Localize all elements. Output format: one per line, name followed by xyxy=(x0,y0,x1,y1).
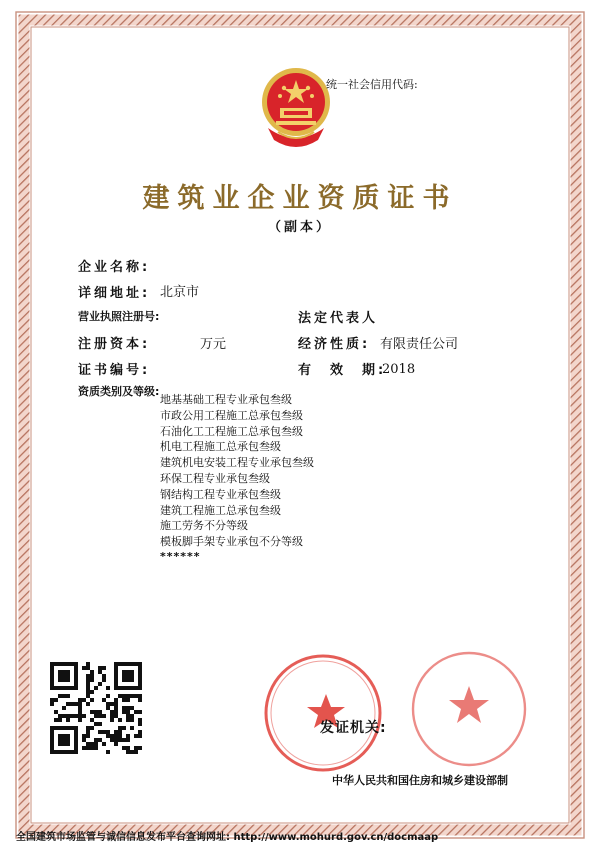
official-seal-icon xyxy=(404,644,534,774)
certificate-title: 建筑业企业资质证书 xyxy=(142,183,458,214)
list-item: 施工劳务不分等级 xyxy=(160,519,248,533)
registered-capital-label: 注册资本: xyxy=(78,337,151,352)
official-seal-icon xyxy=(258,648,388,778)
economic-nature-label: 经济性质: xyxy=(298,337,371,352)
list-item: 环保工程专业承包叁级 xyxy=(160,471,270,485)
business-license-label: 营业执照注册号: xyxy=(78,310,160,323)
footer-url: 全国建筑市场监管与诚信信息发布平台查询网址: http://www.mohurd.gov.cn/docmaap xyxy=(16,832,439,843)
list-item: 机电工程施工总承包叁级 xyxy=(160,440,281,454)
address-label: 详细地址: xyxy=(78,286,151,301)
list-item: 市政公用工程施工总承包叁级 xyxy=(160,408,303,422)
qualifications-label: 资质类别及等级: xyxy=(78,385,160,398)
qr-code[interactable] xyxy=(50,662,142,754)
company-name-label: 企业名称: xyxy=(78,260,151,275)
address-value: 北京市 xyxy=(160,285,200,300)
list-item: 钢结构工程专业承包叁级 xyxy=(160,487,281,501)
list-item: 地基基础工程专业承包叁级 xyxy=(160,393,292,406)
national-emblem-icon xyxy=(258,66,334,150)
list-item: 模板脚手架专业承包不分等级 xyxy=(160,535,303,549)
cert-number-label: 证书编号: xyxy=(78,363,151,378)
legal-rep-label: 法定代表人 xyxy=(298,311,379,326)
qualifications-list xyxy=(160,392,314,563)
ministry-label: 中华人民共和国住房和城乡建设部制 xyxy=(332,774,508,787)
end-marker: ****** xyxy=(160,549,201,563)
validity-label: 有 效 期: xyxy=(298,363,387,378)
list-item: 石油化工工程施工总承包叁级 xyxy=(160,424,303,438)
list-item: 建筑机电安装工程专业承包叁级 xyxy=(160,456,314,470)
registered-capital-value: 万元 xyxy=(200,337,227,352)
validity-value: 2018 xyxy=(382,362,416,377)
list-item: 建筑工程施工总承包叁级 xyxy=(160,503,281,517)
credit-code-label: 统一社会信用代码: xyxy=(326,78,418,91)
issuer-label: 发证机关: xyxy=(320,720,387,736)
economic-nature-value: 有限责任公司 xyxy=(380,337,459,352)
certificate-subtitle: （副本） xyxy=(267,220,332,235)
